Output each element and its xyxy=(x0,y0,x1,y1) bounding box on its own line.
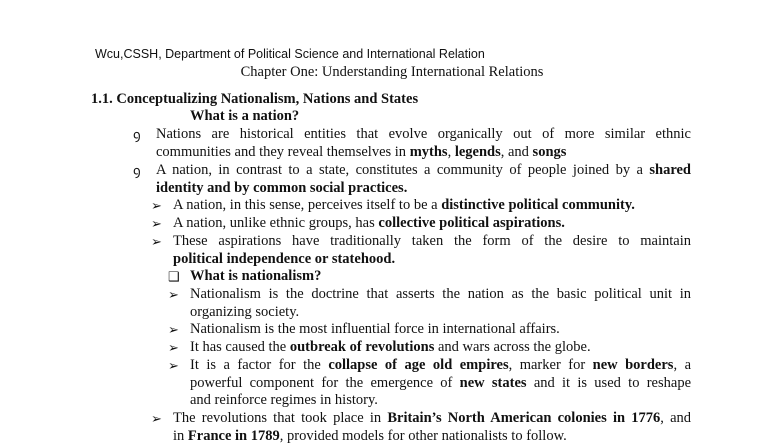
main-bullet-icon: ꝯ xyxy=(133,127,141,142)
arrow-bullet-icon: ➢ xyxy=(151,411,162,426)
arrow-bullet-icon: ➢ xyxy=(168,322,179,337)
p1-line1: Nations are historical entities that evolve organically out of more similar ethnic xyxy=(156,126,691,142)
subheading-nation: What is a nation? xyxy=(190,108,300,124)
main-bullet-icon: ꝯ xyxy=(133,163,141,178)
bullet-revolutions-wars: It has caused the outbreak of revolutions and wars across the globe. xyxy=(190,339,591,355)
bullet-empires-borders: It is a factor for the collapse of age old empires, marker for new borders, a powerful component for the emergence of new states and it is used to reshape and reinforce regimes in history. xyxy=(190,357,691,408)
bullet-collective-aspirations: A nation, unlike ethnic groups, has collective political aspirations. xyxy=(173,215,565,231)
bullet-revolutions-models: The revolutions that took place in Britain’s North American colonies in 1776, and in France in 1789, provided models for other nationalists to follow. xyxy=(173,410,692,444)
checkbox-bullet-icon: ❑ xyxy=(168,269,180,284)
paragraph-nation-vs-state: A nation, in contrast to a state, constitutes a community of people joined by a shared identity and by common social practices. xyxy=(156,162,691,196)
bullet-nationalism-doctrine: Nationalism is the doctrine that asserts the nation as the basic political unit in organizing society. xyxy=(190,286,691,320)
bullet-distinctive-community: A nation, in this sense, perceives itself to be a distinctive political community. xyxy=(173,197,635,213)
arrow-bullet-icon: ➢ xyxy=(168,340,179,355)
bullet-influential-force: Nationalism is the most influential force in international affairs. xyxy=(190,321,560,337)
section-title: 1.1. Conceptualizing Nationalism, Nations and States xyxy=(91,91,419,107)
paragraph-nations-historical: Nations are historical entities that evolve organically out of more similar ethnic communities and they reveal themselves in myths, legends, and songs xyxy=(156,126,691,160)
document-header: Wcu,CSSH, Department of Political Science and International Relation xyxy=(95,47,485,61)
arrow-bullet-icon: ➢ xyxy=(151,234,162,249)
arrow-bullet-icon: ➢ xyxy=(151,198,162,213)
arrow-bullet-icon: ➢ xyxy=(168,358,179,373)
arrow-bullet-icon: ➢ xyxy=(151,216,162,231)
bullet-aspirations-form: These aspirations have traditionally taken the form of the desire to maintain political independence or statehood. xyxy=(173,233,691,267)
chapter-title: Chapter One: Understanding International Relations xyxy=(240,64,544,80)
subheading-nationalism: What is nationalism? xyxy=(190,268,322,284)
arrow-bullet-icon: ➢ xyxy=(168,287,179,302)
